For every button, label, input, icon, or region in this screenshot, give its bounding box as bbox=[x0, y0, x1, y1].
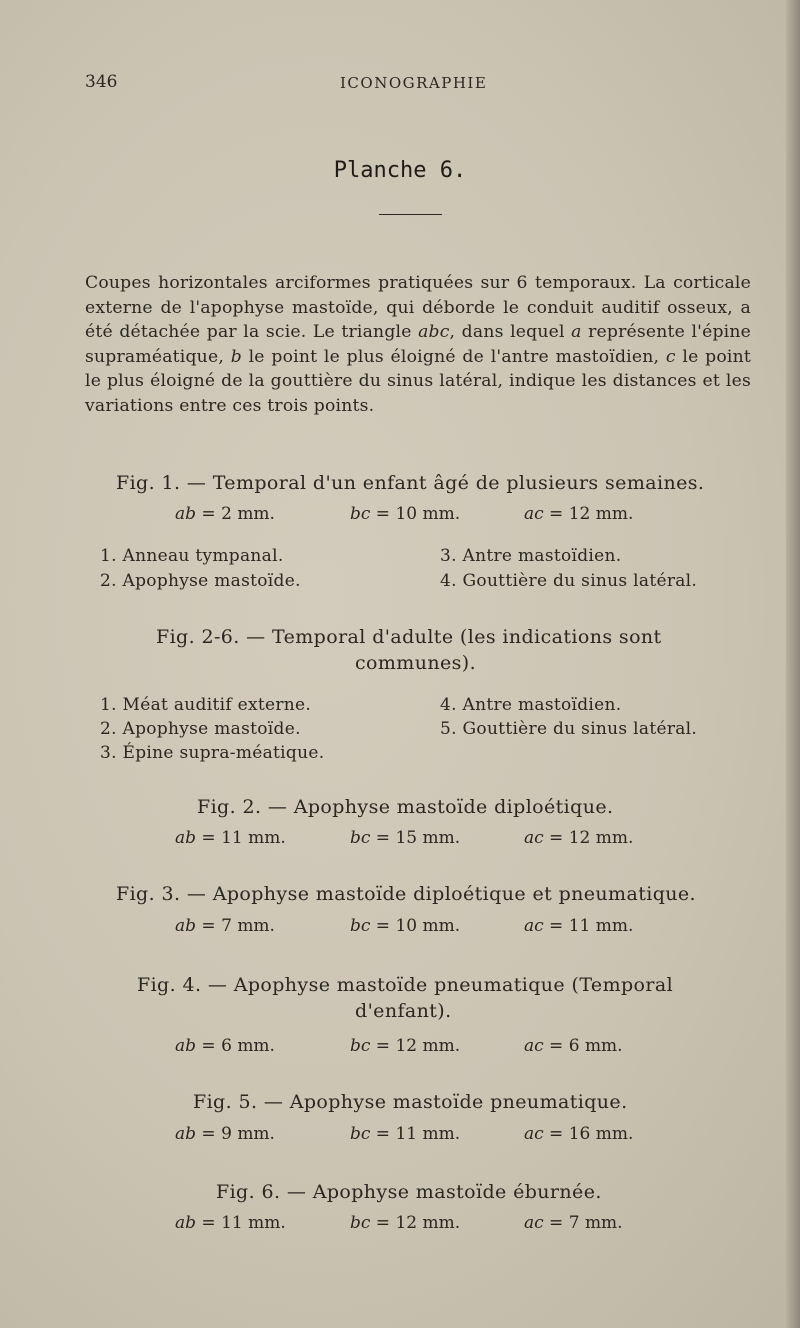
fig4-bc: bc = 12 mm. bbox=[350, 1036, 461, 1056]
page-edge-shadow bbox=[786, 0, 800, 1328]
plate-title: Planche 6. bbox=[333, 158, 467, 183]
fig26-legend-item: 1. Méat auditif externe. bbox=[100, 695, 312, 715]
fig1-legend-item: 4. Gouttière du sinus latéral. bbox=[440, 571, 698, 591]
fig2-ac: ac = 12 mm. bbox=[524, 828, 634, 848]
fig2-ab: ab = 11 mm. bbox=[175, 828, 286, 848]
page-number: 346 bbox=[85, 72, 118, 92]
fig26-legend-item: 2. Apophyse mastoïde. bbox=[100, 719, 301, 739]
fig2-bc: bc = 15 mm. bbox=[350, 828, 461, 848]
fig4-ac: ac = 6 mm. bbox=[524, 1036, 623, 1056]
intro-paragraph: Coupes horizontales arciformes pratiquées sur 6 temporaux. La corticale externe de l'apophyse mastoïde, qui déborde le conduit auditif osseux, a été détachée par la scie. Le triangle abc, dans lequel a représente l'épine supraméatique, b le point le plus éloigné de l'antre mastoïdien, c le point le plus éloigné de la gouttière du sinus latéral, indique les distances et les variations entre ces trois points. bbox=[85, 273, 751, 416]
fig1-legend-item: 3. Antre mastoïdien. bbox=[440, 546, 622, 566]
fig6-bc: bc = 12 mm. bbox=[350, 1213, 461, 1233]
fig4-caption-cont: d'enfant). bbox=[355, 1000, 452, 1022]
running-title: ICONOGRAPHIE bbox=[340, 74, 488, 92]
fig3-bc: bc = 10 mm. bbox=[350, 916, 461, 936]
fig5-caption: Fig. 5. — Apophyse mastoïde pneumatique. bbox=[193, 1091, 628, 1113]
fig3-ac: ac = 11 mm. bbox=[524, 916, 634, 936]
fig6-caption: Fig. 6. — Apophyse mastoïde éburnée. bbox=[216, 1181, 602, 1203]
fig2-caption: Fig. 2. — Apophyse mastoïde diploétique. bbox=[197, 796, 614, 818]
fig1-legend-item: 2. Apophyse mastoïde. bbox=[100, 571, 301, 591]
fig6-ac: ac = 7 mm. bbox=[524, 1213, 623, 1233]
fig4-ab: ab = 6 mm. bbox=[175, 1036, 275, 1056]
fig26-legend-item: 4. Antre mastoïdien. bbox=[440, 695, 622, 715]
fig5-bc: bc = 11 mm. bbox=[350, 1124, 461, 1144]
fig26-legend-item: 3. Épine supra-méatique. bbox=[100, 743, 325, 763]
fig26-caption: Fig. 2-6. — Temporal d'adulte (les indications sont bbox=[156, 626, 662, 648]
fig1-ab: ab = 2 mm. bbox=[175, 504, 275, 524]
page-header bbox=[0, 72, 800, 96]
fig5-ab: ab = 9 mm. bbox=[175, 1124, 275, 1144]
fig6-ab: ab = 11 mm. bbox=[175, 1213, 286, 1233]
fig3-caption: Fig. 3. — Apophyse mastoïde diploétique et pneumatique. bbox=[116, 883, 696, 905]
title-rule bbox=[379, 214, 442, 215]
fig5-ac: ac = 16 mm. bbox=[524, 1124, 634, 1144]
fig4-caption: Fig. 4. — Apophyse mastoïde pneumatique (Temporal bbox=[137, 974, 674, 996]
fig26-legend-item: 5. Gouttière du sinus latéral. bbox=[440, 719, 698, 739]
fig1-bc: bc = 10 mm. bbox=[350, 504, 461, 524]
fig1-legend-item: 1. Anneau tympanal. bbox=[100, 546, 284, 566]
fig3-ab: ab = 7 mm. bbox=[175, 916, 275, 936]
fig1-caption: Fig. 1. — Temporal d'un enfant âgé de plusieurs semaines. bbox=[116, 472, 705, 494]
fig1-ac: ac = 12 mm. bbox=[524, 504, 634, 524]
fig26-caption-cont: communes). bbox=[355, 652, 477, 674]
